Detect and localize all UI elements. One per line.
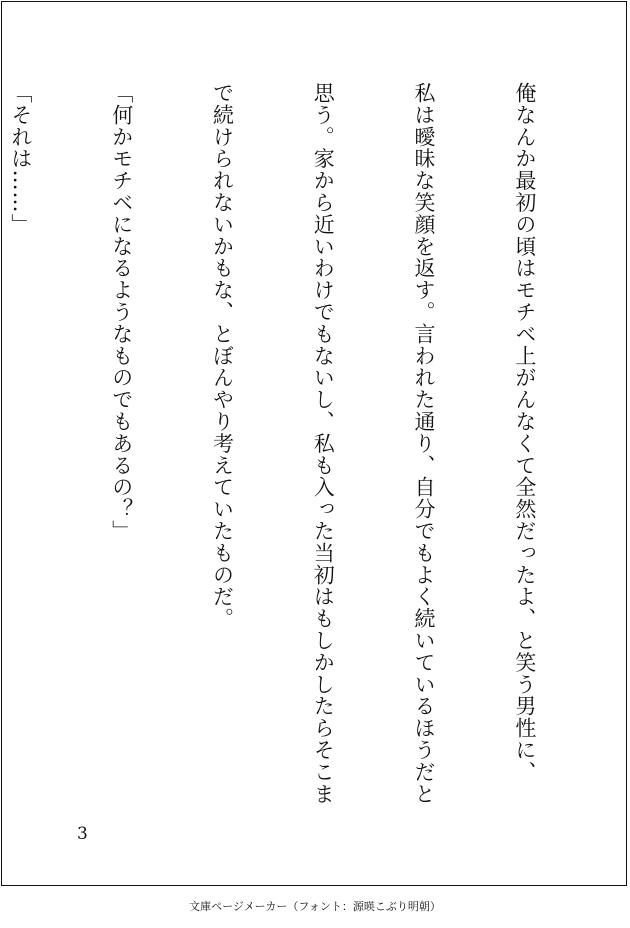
page-number: 3 xyxy=(77,824,88,844)
page-frame xyxy=(1,1,627,886)
text-line: 「何かモチベになるようなものでもあるの？」 xyxy=(109,82,134,542)
text-line: 俺なんか最初の頃はモチベ上がんなくて全然だったよ、と笑う男性に、 xyxy=(512,82,537,783)
text-line: で続けられないかもな、とぼんやり考えていたものだ。 xyxy=(210,82,235,630)
vertical-text-body xyxy=(8,82,608,805)
text-line: 私は曖昧な笑顔を返す。言われた通り、自分でもよく続いているほうだと xyxy=(412,82,437,805)
text-line: 「それは……」 xyxy=(8,82,33,236)
text-line: 思う。家から近いわけでもないし、私も入った当初はもしかしたらそこま xyxy=(311,82,336,805)
footer-caption: 文庫ページメーカー（フォント：源暎こぶり明朝） xyxy=(189,900,441,913)
